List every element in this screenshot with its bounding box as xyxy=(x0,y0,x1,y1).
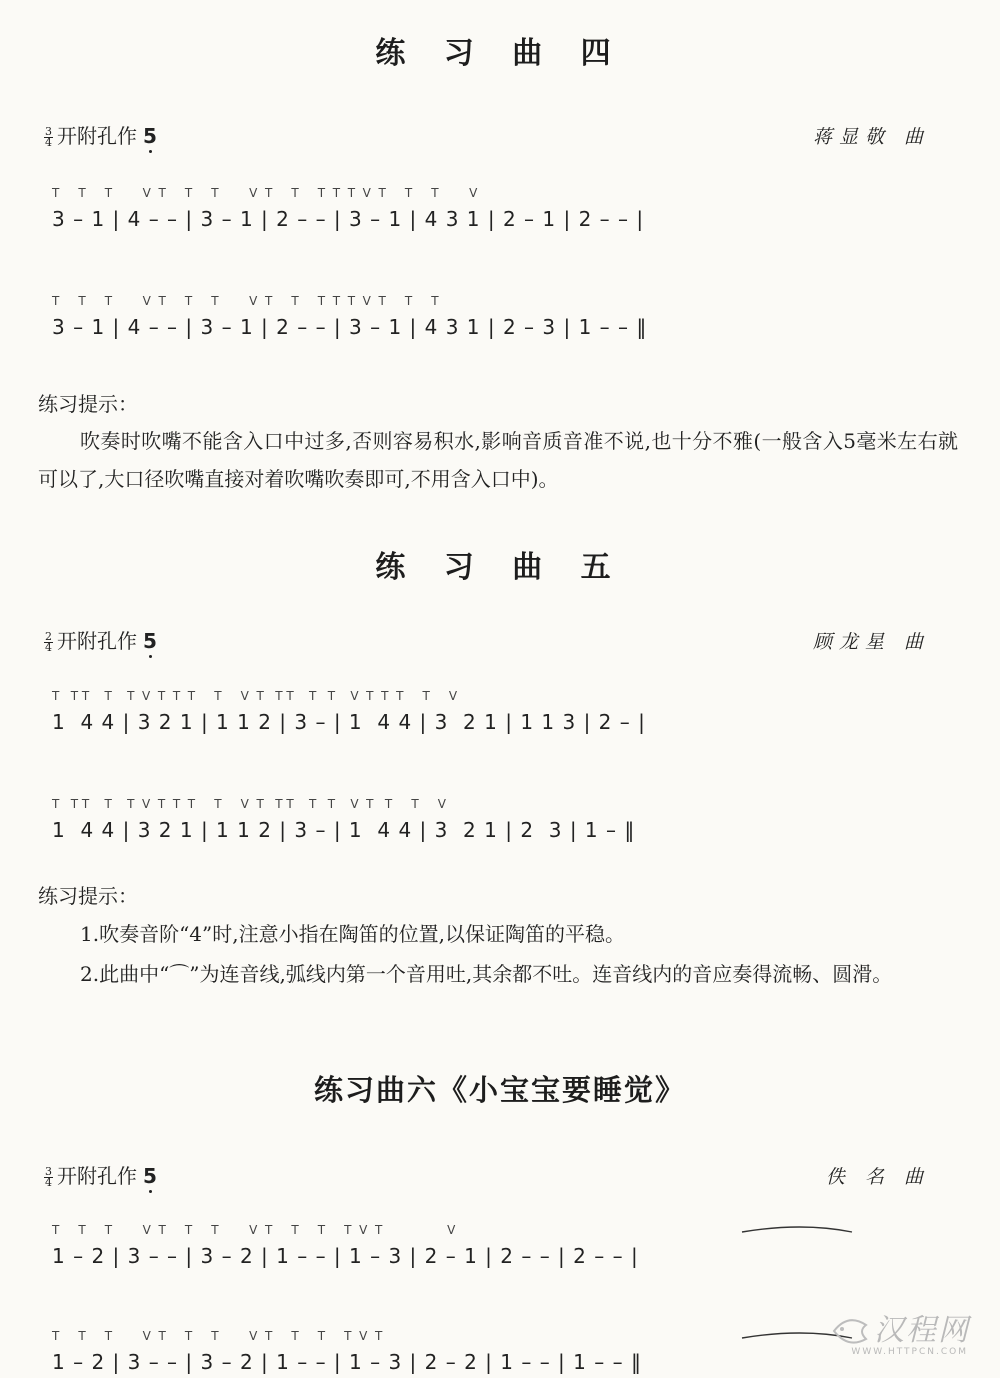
hint-paragraph: 2.此曲中“⌒”为连音线,弧线内第一个音用吐,其余都不吐。连音线内的音应奏得流畅、圆滑。 xyxy=(80,962,893,986)
composer-credit: 佚 名 曲 xyxy=(825,1166,930,1188)
tie-arc xyxy=(52,1222,952,1242)
staff-line xyxy=(52,293,952,343)
staff-line xyxy=(52,1328,952,1378)
notation-line: 3 – 1 | 4 – – | 3 – 1 | 2 – – | 3 – 1 | 4 3 1 | 2 – 3 | 1 – – ‖ xyxy=(52,315,648,339)
key-signature: $\frac{3}{4}$ 开附孔作 5 xyxy=(45,124,157,149)
staff-line xyxy=(52,1222,952,1272)
watermark-url: WWW.HTTPCN.COM xyxy=(851,1347,968,1357)
site-watermark xyxy=(828,1301,978,1359)
piece-title: 练 习 曲 四 xyxy=(375,36,625,71)
piece-title: 练 习 曲 五 xyxy=(375,550,625,585)
hint-paragraph: 1.吹奏音阶“4”时,注意小指在陶笛的位置,以保证陶笛的平稳。 xyxy=(80,922,625,946)
time-signature: $\frac{2}{4}$ xyxy=(45,630,52,654)
time-signature: $\frac{3}{4}$ xyxy=(45,125,52,149)
key-signature: $\frac{2}{4}$ 开附孔作 5 xyxy=(45,629,157,654)
hint-paragraph: 吹奏时吹嘴不能含入口中过多,否则容易积水,影响音质音准不说,也十分不雅(一般含入5毫米左右就可以了,大口径吹嘴直接对着吹嘴吹奏即可,不用含入口中)。 xyxy=(38,429,958,491)
tongue-marks: T T T V T T T V T T T T T V T T T xyxy=(52,294,439,308)
key-signature: $\frac{3}{4}$ 开附孔作 5 xyxy=(45,1164,157,1189)
time-signature: $\frac{3}{4}$ xyxy=(45,1165,52,1189)
hint-label: 练习提示： xyxy=(38,884,138,908)
watermark-text: 汉程网 xyxy=(874,1313,970,1348)
notation-line: 3 – 1 | 4 – – | 3 – 1 | 2 – – | 3 – 1 | 4 3 1 | 2 – 1 | 2 – – | xyxy=(52,207,645,231)
tongue-marks: T T T V T T T V T T T T T V T T T V xyxy=(52,186,478,200)
tongue-marks: T T T T T V T T T T V T T T T T V T T T V xyxy=(52,797,446,811)
composer-credit: 顾龙星 曲 xyxy=(812,631,930,653)
tongue-marks: T T T V T T T V T T T T V T V xyxy=(52,1223,456,1237)
notation-line: 1 4 4 | 3 2 1 | 1 1 2 | 3 – | 1 4 4 | 3 2 1 | 1 1 3 | 2 – | xyxy=(52,710,646,734)
staff-line xyxy=(52,688,952,738)
tie-arc xyxy=(52,1328,952,1348)
piece-title: 练习曲六《小宝宝要睡觉》 xyxy=(313,1073,686,1107)
hint-label: 练习提示： xyxy=(38,392,138,416)
tongue-marks: T T T T T V T T T T V T T T T T V T T T T V xyxy=(52,689,458,703)
notation-line: 1 – 2 | 3 – – | 3 – 2 | 1 – – | 1 – 3 | 2 – 2 | 1 – – | 1 – – ‖ xyxy=(52,1350,642,1374)
notation-line: 1 4 4 | 3 2 1 | 1 1 2 | 3 – | 1 4 4 | 3 2 1 | 2 3 | 1 – ‖ xyxy=(52,818,636,842)
staff-line xyxy=(52,185,952,235)
notation-line: 1 – 2 | 3 – – | 3 – 2 | 1 – – | 1 – 3 | 2 – 1 | 2 – – | 2 – – | xyxy=(52,1244,639,1268)
tongue-marks: T T T V T T T V T T T T V T xyxy=(52,1329,383,1343)
staff-line xyxy=(52,796,952,846)
composer-credit: 蒋显敬 曲 xyxy=(812,126,930,148)
